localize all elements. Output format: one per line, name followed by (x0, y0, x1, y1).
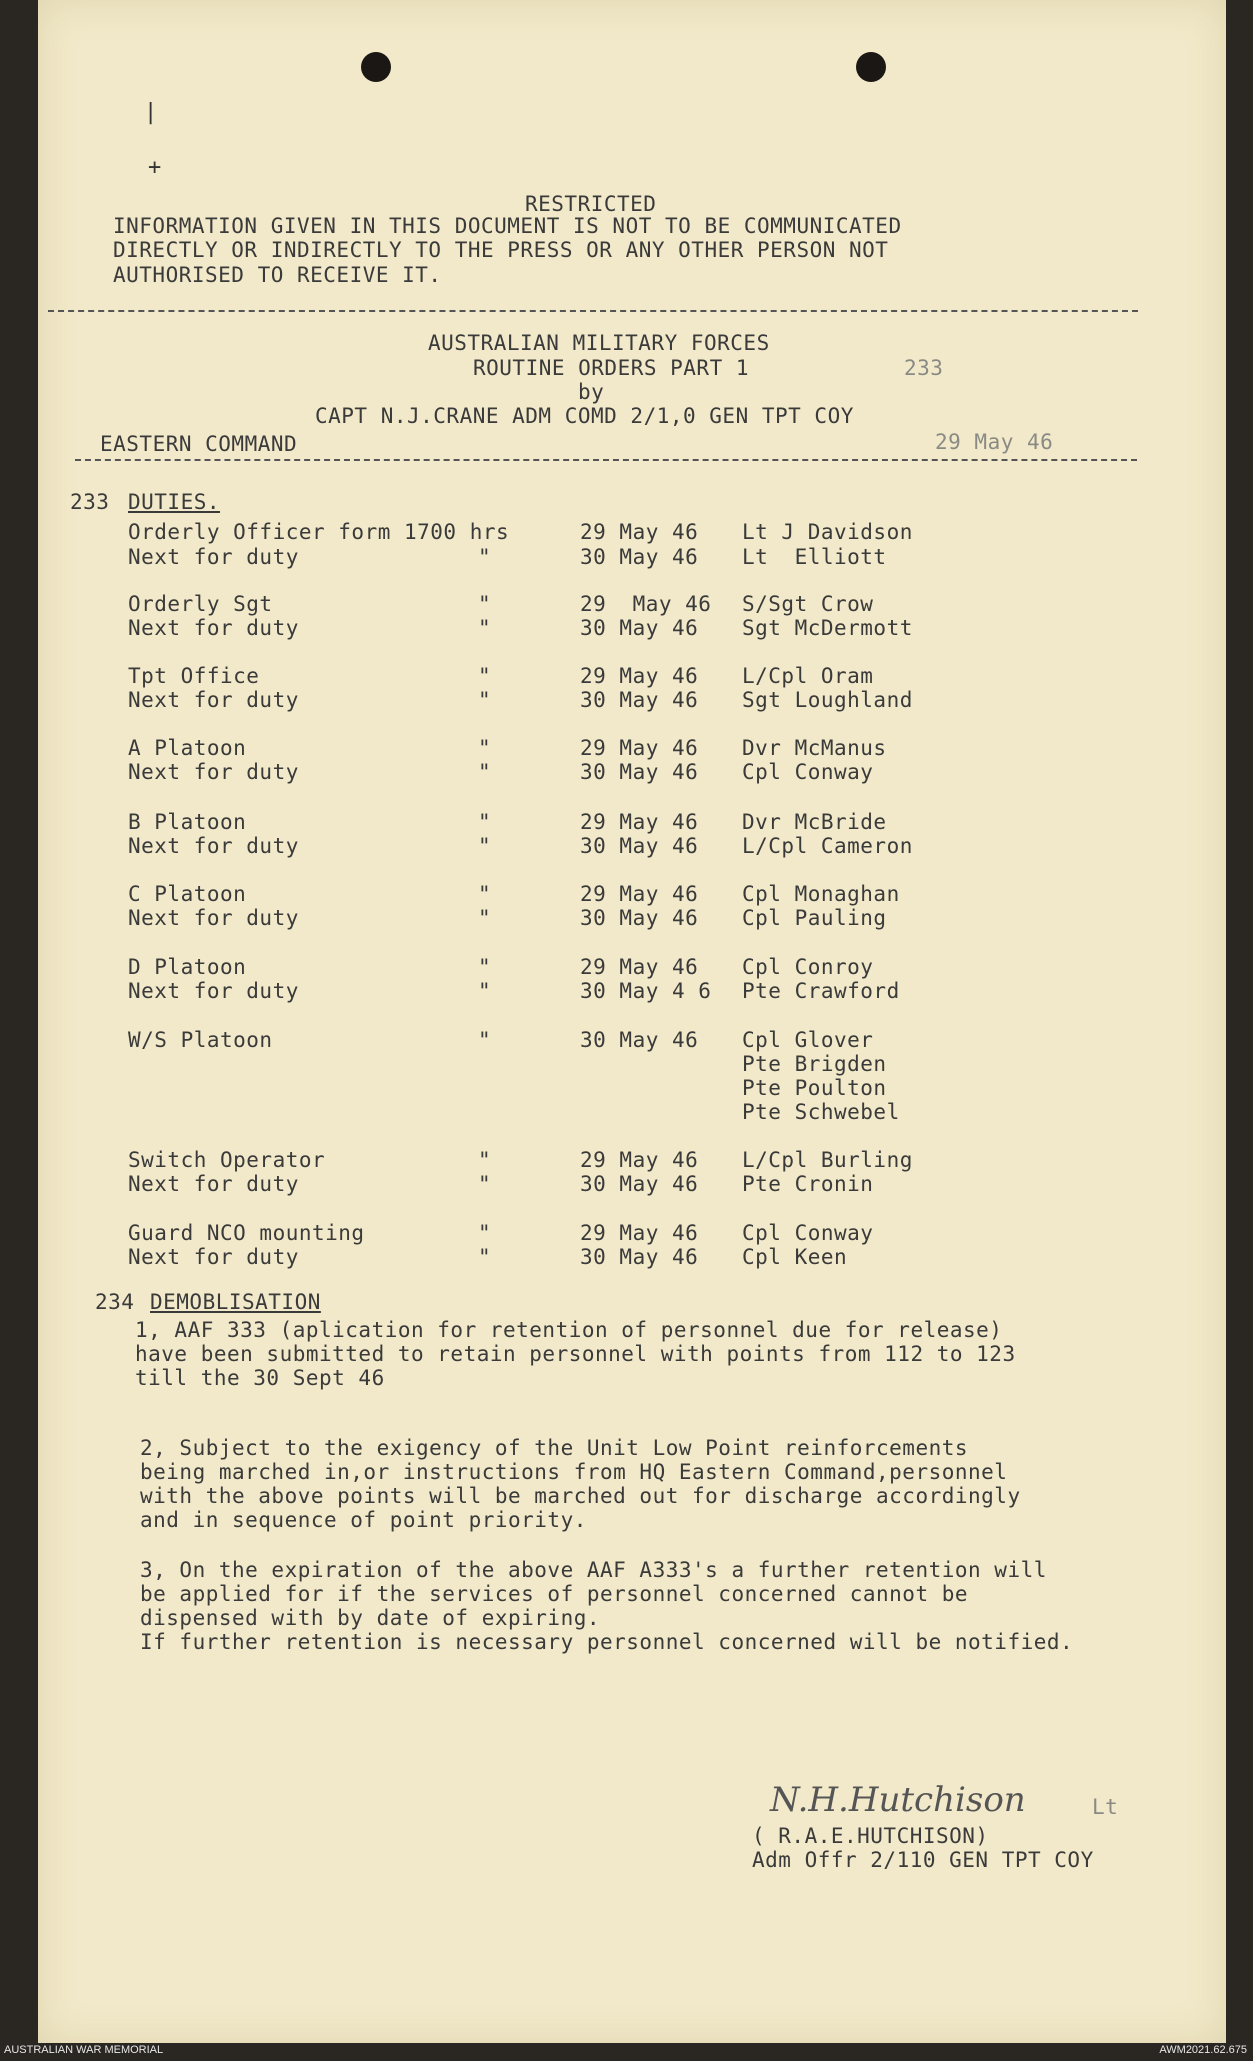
para-3-line: be applied for if the services of personnel concerned cannot be (140, 1582, 969, 1606)
punch-hole-left (361, 52, 391, 82)
punch-hole-right (856, 52, 886, 82)
duty-role: B Platoon (128, 810, 247, 834)
duty-person: Dvr McBride (742, 810, 887, 834)
ditto-mark: " (478, 810, 492, 834)
ditto-mark: " (478, 664, 492, 688)
duty-person: Cpl Glover (742, 1028, 874, 1052)
para-2-line: with the above points will be marched out for discharge accordingly (140, 1484, 1021, 1508)
pencil-mark: | (144, 100, 158, 125)
duty-role: Orderly Sgt (128, 592, 273, 616)
duty-date: 29 May 46 (580, 520, 699, 544)
duty-person: S/Sgt Crow (742, 592, 874, 616)
duty-date: 30 May 46 (580, 760, 699, 784)
ditto-mark: " (478, 979, 492, 1003)
duty-person: Pte Crawford (742, 979, 900, 1003)
para-3-line: dispensed with by date of expiring. (140, 1606, 601, 1630)
doc-title: ROUTINE ORDERS PART 1 (473, 356, 750, 380)
order-date: 29 May 46 (935, 430, 1054, 454)
para-2-line: and in sequence of point priority. (140, 1508, 587, 1532)
signatory-rank: Lt (1092, 1795, 1119, 1819)
archive-footer-right: AWM2021.62.675 (1159, 2044, 1247, 2056)
duty-date: 29 May 46 (580, 664, 699, 688)
archive-footer-left: AUSTRALIAN WAR MEMORIAL (4, 2044, 164, 2056)
ditto-mark: " (478, 1172, 492, 1196)
org-title: AUSTRALIAN MILITARY FORCES (428, 331, 770, 355)
duty-role: D Platoon (128, 955, 247, 979)
duty-role: Next for duty (128, 906, 299, 930)
duty-person: Dvr McManus (742, 736, 887, 760)
duty-person: L/Cpl Cameron (742, 834, 913, 858)
duty-date: 29 May 46 (580, 955, 699, 979)
divider (48, 310, 1138, 312)
section-number: 234 (95, 1290, 135, 1314)
signatory-name: ( R.A.E.HUTCHISON) (752, 1824, 989, 1848)
duty-person: Pte Poulton (742, 1076, 887, 1100)
duty-date: 29 May 46 (580, 810, 699, 834)
ditto-mark: " (478, 616, 492, 640)
duty-role: Next for duty (128, 688, 299, 712)
duty-role: Next for duty (128, 1172, 299, 1196)
duty-person: Sgt Loughland (742, 688, 913, 712)
duty-date: 30 May 46 (580, 616, 699, 640)
ditto-mark: " (478, 592, 492, 616)
divider (75, 459, 1137, 461)
duty-date: 29 May 46 (580, 882, 699, 906)
ditto-mark: " (478, 1221, 492, 1245)
para-1-line: have been submitted to retain personnel with points from 112 to 123 (135, 1342, 1016, 1366)
duty-role: Orderly Officer form 1700 hrs (128, 520, 510, 544)
duty-date: 30 May 4 6 (580, 979, 712, 1003)
document-page (38, 0, 1226, 2043)
duty-person: Pte Brigden (742, 1052, 887, 1076)
para-2-line: 2, Subject to the exigency of the Unit Low Point reinforcements (140, 1436, 969, 1460)
duty-date: 29 May 46 (580, 1148, 699, 1172)
duty-role: Next for duty (128, 545, 299, 569)
duty-date: 30 May 46 (580, 545, 699, 569)
duty-role: Tpt Office (128, 664, 260, 688)
duty-person: Pte Cronin (742, 1172, 874, 1196)
ditto-mark: " (478, 955, 492, 979)
duty-person: Sgt McDermott (742, 616, 913, 640)
duty-role: W/S Platoon (128, 1028, 273, 1052)
ditto-mark: " (478, 882, 492, 906)
duty-person: Cpl Monaghan (742, 882, 900, 906)
para-1-line: till the 30 Sept 46 (135, 1366, 385, 1390)
duty-role: Next for duty (128, 834, 299, 858)
duty-date: 29 May 46 (580, 1221, 699, 1245)
duty-date: 30 May 46 (580, 1172, 699, 1196)
duty-date: 30 May 46 (580, 1245, 699, 1269)
warning-line-2: DIRECTLY OR INDIRECTLY TO THE PRESS OR ANY OTHER PERSON NOT (113, 238, 889, 262)
duty-date: 30 May 46 (580, 1028, 699, 1052)
para-1-line: 1, AAF 333 (aplication for retention of personnel due for release) (135, 1318, 1003, 1342)
pencil-mark: + (148, 155, 162, 180)
restricted-label: RESTRICTED (525, 192, 657, 216)
ditto-mark: " (478, 760, 492, 784)
duty-person: L/Cpl Burling (742, 1148, 913, 1172)
ditto-mark: " (478, 1028, 492, 1052)
duty-person: Cpl Conway (742, 1221, 874, 1245)
duty-date: 30 May 46 (580, 906, 699, 930)
duty-role: Next for duty (128, 1245, 299, 1269)
duty-person: Lt J Davidson (742, 520, 913, 544)
duty-role: Guard NCO mounting (128, 1221, 365, 1245)
ditto-mark: " (478, 688, 492, 712)
duty-person: L/Cpl Oram (742, 664, 874, 688)
duty-date: 30 May 46 (580, 688, 699, 712)
duty-role: Switch Operator (128, 1148, 326, 1172)
warning-line-1: INFORMATION GIVEN IN THIS DOCUMENT IS NOT TO BE COMMUNICATED (113, 214, 902, 238)
ditto-mark: " (478, 1245, 492, 1269)
para-3-line: If further retention is necessary personnel concerned will be notified. (140, 1630, 1074, 1654)
duty-role: Next for duty (128, 616, 299, 640)
para-3-line: 3, On the expiration of the above AAF A333's a further retention will (140, 1558, 1047, 1582)
duty-role: Next for duty (128, 979, 299, 1003)
para-2-line: being marched in,or instructions from HQ Eastern Command,personnel (140, 1460, 1008, 1484)
section-heading: DUTIES. (128, 490, 221, 514)
duty-role: A Platoon (128, 736, 247, 760)
duty-date: 29 May 46 (580, 592, 712, 616)
order-number: 233 (904, 356, 944, 380)
commander: CAPT N.J.CRANE ADM COMD 2/1,0 GEN TPT COY (315, 404, 854, 428)
duty-person: Lt Elliott (742, 545, 887, 569)
duty-role: C Platoon (128, 882, 247, 906)
section-number: 233 (70, 490, 110, 514)
warning-line-3: AUTHORISED TO RECEIVE IT. (113, 263, 442, 287)
handwritten-signature: N.H.Hutchison (770, 1780, 1026, 1820)
duty-person: Cpl Conway (742, 760, 874, 784)
duty-date: 29 May 46 (580, 736, 699, 760)
duty-person: Cpl Pauling (742, 906, 887, 930)
ditto-mark: " (478, 906, 492, 930)
by-label: by (578, 380, 605, 404)
duty-person: Cpl Keen (742, 1245, 848, 1269)
ditto-mark: " (478, 834, 492, 858)
duty-person: Pte Schwebel (742, 1100, 900, 1124)
signatory-title: Adm Offr 2/110 GEN TPT COY (752, 1848, 1094, 1872)
ditto-mark: " (478, 736, 492, 760)
duty-date: 30 May 46 (580, 834, 699, 858)
ditto-mark: " (478, 1148, 492, 1172)
ditto-mark: " (478, 545, 492, 569)
command-name: EASTERN COMMAND (100, 432, 298, 456)
section-heading: DEMOBLISATION (150, 1290, 321, 1314)
duty-person: Cpl Conroy (742, 955, 874, 979)
duty-role: Next for duty (128, 760, 299, 784)
